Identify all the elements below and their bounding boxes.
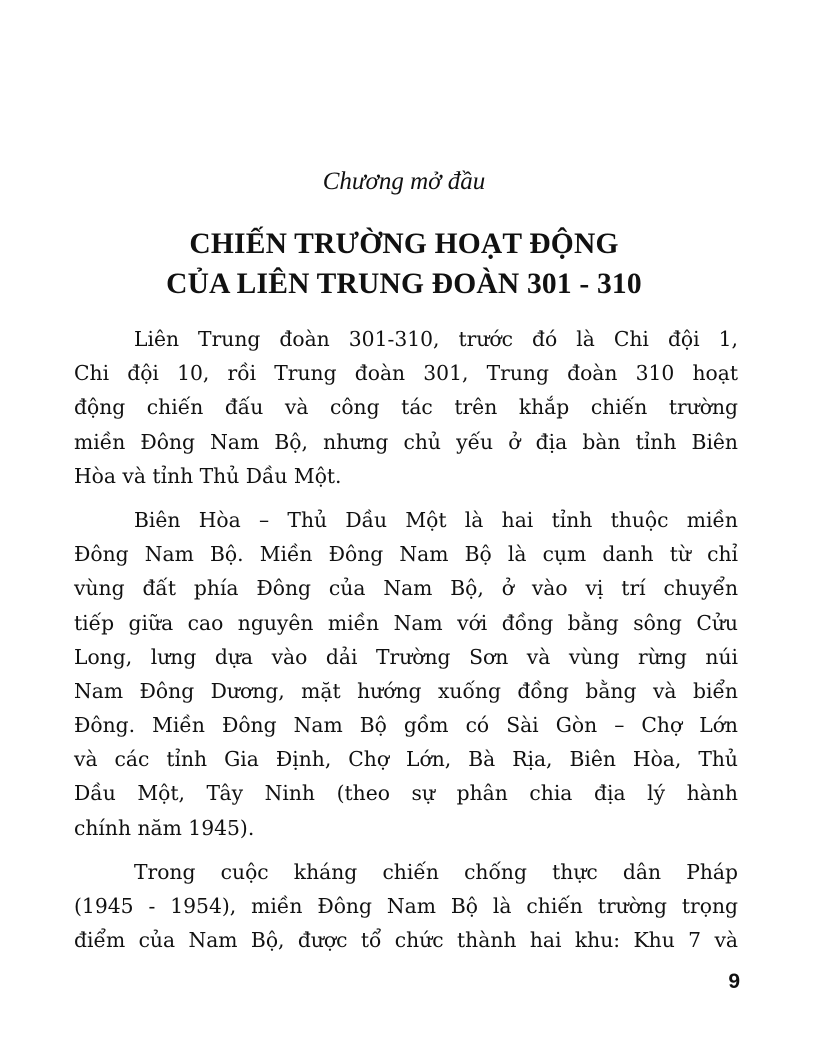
text-line: vùng đất phía Đông của Nam Bộ, ở vào vị trí chuyển <box>74 576 738 601</box>
body-text <box>74 322 738 967</box>
text-line: Hòa và tỉnh Thủ Dầu Một. <box>74 463 342 488</box>
text-line: tiếp giữa cao nguyên miền Nam với đồng bằng sông Cửu <box>74 610 738 635</box>
text-line: chính năm 1945). <box>74 815 255 840</box>
text-line: (1945 - 1954), miền Đông Nam Bộ là chiến trường trọng <box>74 894 738 918</box>
text-line: Nam Đông Dương, mặt hướng xuống đồng bằng và biển <box>74 678 738 703</box>
chapter-label: Chương mở đầu <box>322 168 486 195</box>
text-line: Long, lưng dựa vào dải Trường Sơn và vùng rừng núi <box>74 644 738 669</box>
text-line: Chi đội 10, rồi Trung đoàn 301, Trung đoàn 310 hoạt <box>74 361 738 386</box>
text-line: Biên Hòa – Thủ Dầu Một là hai tỉnh thuộc miền <box>134 507 738 532</box>
chapter-title-line: CỦA LIÊN TRUNG ĐOÀN 301 - 310 <box>166 268 642 300</box>
text-line: Đông Nam Bộ. Miền Đông Nam Bộ là cụm danh từ chỉ <box>74 542 738 567</box>
text-line: Đông. Miền Đông Nam Bộ gồm có Sài Gòn – Chợ Lớn <box>74 713 738 738</box>
text-line: điểm của Nam Bộ, được tổ chức thành hai khu: Khu 7 và <box>74 928 738 953</box>
text-line: và các tỉnh Gia Định, Chợ Lớn, Bà Rịa, Biên Hòa, Thủ <box>74 747 738 772</box>
paragraph-3 <box>74 855 738 958</box>
text-line: Liên Trung đoàn 301-310, trước đó là Chi đội 1, <box>134 327 738 351</box>
text-line: Dầu Một, Tây Ninh (theo sự phân chia địa lý hành <box>74 781 738 806</box>
paragraph-2 <box>74 503 738 845</box>
text-line: miền Đông Nam Bộ, nhưng chủ yếu ở địa bàn tỉnh Biên <box>74 429 738 454</box>
text-line: Trong cuộc kháng chiến chống thực dân Pháp <box>134 859 738 884</box>
paragraph-1 <box>74 322 738 493</box>
chapter-title <box>0 224 808 304</box>
text-line: động chiến đấu và công tác trên khắp chiến trường <box>74 395 738 420</box>
page-number: 9 <box>728 970 740 993</box>
chapter-title-line: CHIẾN TRƯỜNG HOẠT ĐỘNG <box>189 228 619 260</box>
